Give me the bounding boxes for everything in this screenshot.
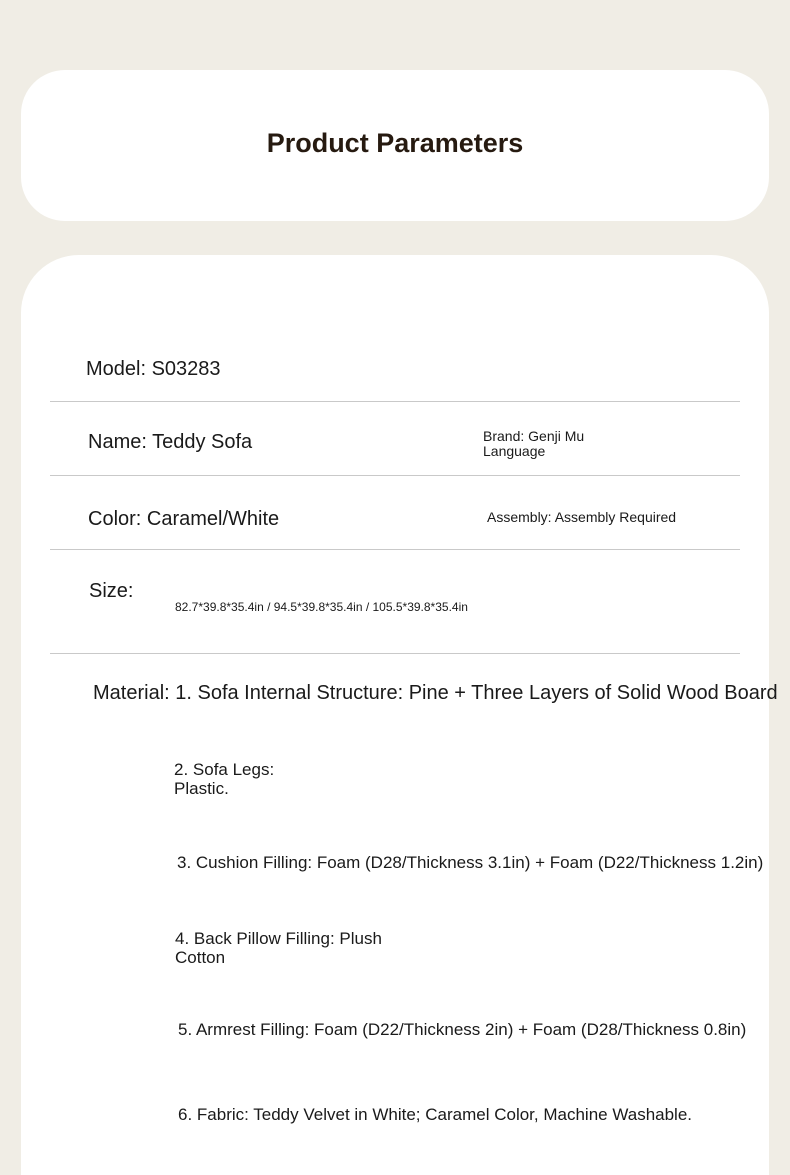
model-text: Model: S03283 <box>86 358 221 380</box>
divider <box>50 653 740 654</box>
color-text: Color: Caramel/White <box>88 508 280 530</box>
material-item-6: 6. Fabric: Teddy Velvet in White; Caramel Color, Machine Washable. <box>178 1105 693 1124</box>
divider <box>50 401 740 402</box>
size-label: Size: <box>89 580 134 602</box>
material-item-2-line2: Plastic. <box>174 779 229 798</box>
divider <box>50 475 740 476</box>
material-item-2-line1: 2. Sofa Legs: <box>174 760 275 779</box>
material-heading: Material: 1. Sofa Internal Structure: Pine + Three Layers of Solid Wood Board <box>93 682 778 704</box>
assembly-text: Assembly: Assembly Required <box>487 509 677 525</box>
size-value: 82.7*39.8*35.4in / 94.5*39.8*35.4in / 105.5*39.8*35.4in <box>175 600 468 614</box>
material-item-4-line1: 4. Back Pillow Filling: Plush <box>175 929 382 948</box>
brand-text-line2: Language <box>483 443 546 459</box>
page-title: Product Parameters <box>266 128 524 158</box>
material-item-3: 3. Cushion Filling: Foam (D28/Thickness 3.1in) + Foam (D22/Thickness 1.2in) <box>177 853 764 872</box>
name-text: Name: Teddy Sofa <box>88 431 253 453</box>
material-item-4-line2: Cotton <box>175 948 226 967</box>
material-item-5: 5. Armrest Filling: Foam (D22/Thickness 2in) + Foam (D28/Thickness 0.8in) <box>178 1020 747 1039</box>
divider <box>50 549 740 550</box>
brand-text-line1: Brand: Genji Mu <box>483 428 585 444</box>
